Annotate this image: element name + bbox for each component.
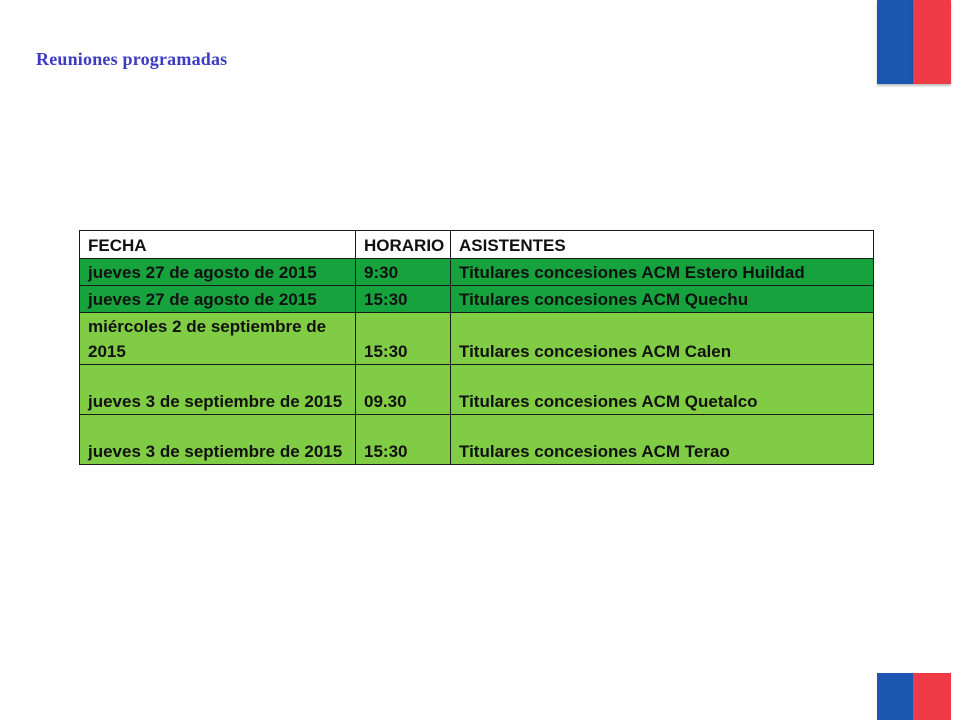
meetings-table	[79, 230, 874, 465]
table-header-row	[80, 231, 874, 259]
table-row	[80, 286, 874, 313]
cell-fecha: miércoles 2 de septiembre de 2015	[80, 313, 356, 365]
cell-asistentes: Titulares concesiones ACM Estero Huildad	[451, 259, 874, 286]
table-row	[80, 365, 874, 415]
flag-blue-stripe	[877, 673, 913, 720]
cell-fecha: jueves 3 de septiembre de 2015	[80, 415, 356, 465]
cell-horario: 15:30	[356, 286, 451, 313]
chile-flag-logo-bottom	[877, 673, 951, 720]
page-title: Reuniones programadas	[36, 49, 228, 69]
cell-fecha: jueves 27 de agosto de 2015	[80, 286, 356, 313]
cell-horario: 9:30	[356, 259, 451, 286]
cell-asistentes: Titulares concesiones ACM Quechu	[451, 286, 874, 313]
cell-horario: 15:30	[356, 415, 451, 465]
header-horario: HORARIO	[356, 231, 451, 259]
table-row	[80, 259, 874, 286]
header-fecha: FECHA	[80, 231, 356, 259]
chile-flag-logo-top	[877, 0, 951, 84]
cell-asistentes: Titulares concesiones ACM Quetalco	[451, 365, 874, 415]
header-asistentes: ASISTENTES	[451, 231, 874, 259]
table-row	[80, 313, 874, 365]
cell-asistentes: Titulares concesiones ACM Calen	[451, 313, 874, 365]
flag-blue-stripe	[877, 0, 913, 84]
cell-fecha: jueves 3 de septiembre de 2015	[80, 365, 356, 415]
flag-red-stripe	[913, 0, 951, 84]
cell-horario: 09.30	[356, 365, 451, 415]
cell-fecha: jueves 27 de agosto de 2015	[80, 259, 356, 286]
cell-asistentes: Titulares concesiones ACM Terao	[451, 415, 874, 465]
cell-horario: 15:30	[356, 313, 451, 365]
flag-red-stripe	[913, 673, 951, 720]
table-row	[80, 415, 874, 465]
